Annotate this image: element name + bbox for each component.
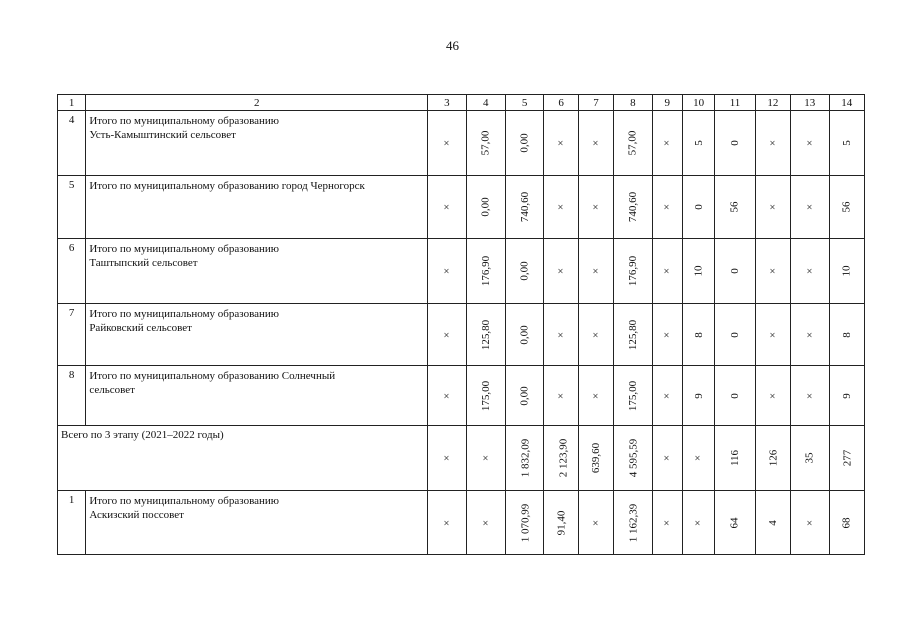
- table-cell: [755, 366, 790, 426]
- cell-value: 277: [840, 449, 853, 467]
- cell-value: 68: [840, 517, 853, 528]
- table-cell: [578, 111, 613, 176]
- table-cell: [505, 366, 543, 426]
- table-cell: [829, 491, 864, 555]
- table-cell: [829, 366, 864, 426]
- cell-value: 1 832,09: [519, 438, 532, 478]
- cell-value: 125,80: [626, 319, 639, 350]
- cross-mark: ×: [440, 331, 453, 338]
- cell-value: 2 123,90: [557, 438, 570, 478]
- table-cell: [578, 366, 613, 426]
- table-cell: [652, 491, 682, 555]
- table-row: [58, 304, 865, 366]
- cell-value: 125,80: [479, 319, 492, 350]
- cell-value: 0,00: [518, 324, 531, 345]
- cell-value: 126: [766, 449, 779, 467]
- table-cell: [614, 426, 652, 491]
- cell-value: 10: [692, 265, 705, 277]
- column-number: 11: [715, 95, 755, 111]
- column-number: 1: [58, 95, 86, 111]
- table-cell: [614, 366, 652, 426]
- table-cell: [428, 491, 466, 555]
- cross-mark: ×: [766, 392, 779, 399]
- row-number: 7: [58, 304, 86, 366]
- cell-value: 56: [728, 201, 741, 213]
- cross-mark: ×: [803, 519, 816, 526]
- cell-value: 0: [728, 268, 741, 274]
- cell-value: 0,00: [518, 133, 531, 153]
- table-cell: [829, 176, 864, 239]
- cross-mark: ×: [803, 203, 816, 211]
- table-cell: [715, 426, 755, 491]
- cell-value: 4 595,59: [627, 438, 640, 478]
- row-number: 6: [58, 239, 86, 304]
- table-cell: [544, 239, 578, 304]
- cell-value: 0: [728, 140, 741, 146]
- row-number: 8: [58, 366, 86, 426]
- table-cell: [791, 491, 829, 555]
- table-cell: [578, 304, 613, 366]
- cell-value: 64: [728, 517, 741, 528]
- table-cell: [791, 304, 829, 366]
- column-number: 9: [652, 95, 682, 111]
- table-row: [58, 111, 865, 176]
- header-row: [58, 95, 865, 111]
- table-cell: [682, 304, 714, 366]
- row-name: Итого по муниципальному образованию Усть-Камыштинский сельсовет: [86, 111, 428, 176]
- table-cell: [791, 426, 829, 491]
- cell-value: 9: [840, 392, 853, 399]
- table-cell: [682, 366, 714, 426]
- table-cell: [682, 111, 714, 176]
- table-cell: [428, 239, 466, 304]
- row-number: 5: [58, 176, 86, 239]
- column-number: 6: [544, 95, 578, 111]
- table-cell: [715, 304, 755, 366]
- cross-mark: ×: [555, 139, 568, 147]
- table-cell: [791, 176, 829, 239]
- table-cell: [652, 304, 682, 366]
- table-cell: [428, 304, 466, 366]
- table-cell: [791, 111, 829, 176]
- table-cell: [505, 304, 543, 366]
- cell-value: 8: [840, 331, 853, 338]
- column-number: 7: [578, 95, 613, 111]
- table-cell: [715, 111, 755, 176]
- table-cell: [578, 426, 613, 491]
- cross-mark: ×: [661, 454, 674, 462]
- cross-mark: ×: [440, 392, 453, 399]
- table-cell: [466, 176, 505, 239]
- table-cell: [829, 426, 864, 491]
- cell-value: 91,40: [555, 510, 568, 535]
- table-cell: [614, 111, 652, 176]
- cross-mark: ×: [661, 519, 674, 526]
- row-name: Итого по муниципальному образованию Аскизский поссовет: [86, 491, 428, 555]
- table-cell: [544, 304, 578, 366]
- cell-value: 5: [840, 140, 853, 146]
- table-cell: [505, 111, 543, 176]
- table-cell: [755, 491, 790, 555]
- row-number: 1: [58, 491, 86, 555]
- cross-mark: ×: [555, 203, 568, 211]
- cross-mark: ×: [479, 454, 492, 462]
- cross-mark: ×: [440, 454, 453, 462]
- cross-mark: ×: [661, 139, 674, 147]
- column-number: 5: [505, 95, 543, 111]
- total-label: Всего по 3 этапу (2021–2022 годы): [58, 426, 428, 491]
- cell-value: 57,00: [626, 130, 639, 156]
- table-cell: [505, 491, 543, 555]
- table-cell: [755, 239, 790, 304]
- table-cell: [428, 366, 466, 426]
- table-cell: [614, 304, 652, 366]
- cross-mark: ×: [661, 267, 674, 275]
- table-cell: [682, 239, 714, 304]
- column-number: 3: [428, 95, 466, 111]
- table-cell: [652, 366, 682, 426]
- cell-value: 1 070,99: [519, 503, 532, 542]
- cross-mark: ×: [440, 139, 453, 147]
- cross-mark: ×: [555, 331, 568, 338]
- cross-mark: ×: [661, 203, 674, 211]
- table-cell: [505, 426, 543, 491]
- table-cell: [466, 304, 505, 366]
- table-cell: [578, 239, 613, 304]
- table-cell: [715, 239, 755, 304]
- table-cell: [652, 111, 682, 176]
- cell-value: 175,00: [479, 380, 492, 411]
- row-name: Итого по муниципальному образованию город Черногорск: [86, 176, 428, 239]
- row-number: 4: [58, 111, 86, 176]
- table-cell: [791, 366, 829, 426]
- table-cell: [544, 366, 578, 426]
- table-cell: [829, 304, 864, 366]
- cross-mark: ×: [766, 331, 779, 338]
- table-row: [58, 491, 865, 555]
- row-name: Итого по муниципальному образованию Солнечный сельсовет: [86, 366, 428, 426]
- table-cell: [466, 366, 505, 426]
- column-number: 2: [86, 95, 428, 111]
- table-cell: [682, 491, 714, 555]
- table-cell: [682, 176, 714, 239]
- cross-mark: ×: [440, 267, 453, 275]
- table-cell: [755, 111, 790, 176]
- table-row: [58, 176, 865, 239]
- cell-value: 56: [840, 201, 853, 213]
- table-cell: [755, 304, 790, 366]
- table-cell: [755, 426, 790, 491]
- column-number: 8: [614, 95, 652, 111]
- cross-mark: ×: [589, 519, 602, 526]
- cross-mark: ×: [440, 519, 453, 526]
- column-number: 12: [755, 95, 790, 111]
- row-name: Итого по муниципальному образованию Райковский сельсовет: [86, 304, 428, 366]
- table-cell: [652, 426, 682, 491]
- cell-value: 8: [692, 331, 705, 338]
- column-number: 13: [791, 95, 829, 111]
- cross-mark: ×: [555, 392, 568, 399]
- table-cell: [829, 239, 864, 304]
- table-cell: [614, 176, 652, 239]
- row-name: Итого по муниципальному образованию Таштыпский сельсовет: [86, 239, 428, 304]
- cross-mark: ×: [589, 392, 602, 399]
- table-body: [58, 95, 865, 555]
- cross-mark: ×: [766, 139, 779, 147]
- table-cell: [614, 239, 652, 304]
- table-cell: [715, 366, 755, 426]
- cell-value: 35: [803, 452, 816, 464]
- table-row: [58, 366, 865, 426]
- table-cell: [791, 239, 829, 304]
- cross-mark: ×: [589, 139, 602, 147]
- column-number: 10: [682, 95, 714, 111]
- table-cell: [544, 176, 578, 239]
- cross-mark: ×: [555, 267, 568, 275]
- cross-mark: ×: [803, 139, 816, 147]
- table-cell: [544, 426, 578, 491]
- cross-mark: ×: [803, 392, 816, 399]
- table-cell: [505, 239, 543, 304]
- cell-value: 9: [692, 392, 705, 399]
- table-cell: [755, 176, 790, 239]
- table-cell: [715, 491, 755, 555]
- cell-value: 0,00: [518, 261, 531, 281]
- cross-mark: ×: [661, 392, 674, 399]
- table-cell: [428, 111, 466, 176]
- cell-value: 176,90: [479, 255, 492, 287]
- page-number: 46: [446, 38, 459, 53]
- cross-mark: ×: [589, 267, 602, 275]
- cross-mark: ×: [589, 331, 602, 338]
- cell-value: 0: [728, 392, 741, 399]
- cross-mark: ×: [803, 331, 816, 338]
- cell-value: 0: [728, 331, 741, 338]
- cross-mark: ×: [661, 331, 674, 338]
- cross-mark: ×: [589, 203, 602, 211]
- cell-value: 740,60: [518, 191, 531, 223]
- table-cell: [652, 239, 682, 304]
- cell-value: 0,00: [479, 197, 492, 217]
- cross-mark: ×: [766, 203, 779, 211]
- total-row: [58, 426, 865, 491]
- table-cell: [578, 491, 613, 555]
- table-cell: [466, 111, 505, 176]
- cell-value: 116: [728, 449, 741, 467]
- cell-value: 4: [766, 519, 779, 526]
- cell-value: 0,00: [518, 385, 531, 406]
- cell-value: 1 162,39: [627, 503, 640, 542]
- table-cell: [715, 176, 755, 239]
- cross-mark: ×: [692, 519, 705, 526]
- table-cell: [578, 176, 613, 239]
- cell-value: 5: [692, 140, 705, 146]
- table-cell: [466, 491, 505, 555]
- table-cell: [682, 426, 714, 491]
- cross-mark: ×: [766, 267, 779, 275]
- data-table: [57, 94, 865, 555]
- cell-value: 175,00: [626, 380, 639, 411]
- table-cell: [428, 426, 466, 491]
- cell-value: 57,00: [479, 130, 492, 156]
- table-row: [58, 239, 865, 304]
- table-cell: [544, 111, 578, 176]
- cell-value: 10: [840, 265, 853, 277]
- cell-value: 639,60: [589, 442, 602, 474]
- table-cell: [505, 176, 543, 239]
- table-cell: [652, 176, 682, 239]
- table-cell: [466, 239, 505, 304]
- table-cell: [614, 491, 652, 555]
- cross-mark: ×: [440, 203, 453, 211]
- table-cell: [544, 491, 578, 555]
- column-number: 14: [829, 95, 864, 111]
- cell-value: 740,60: [626, 191, 639, 223]
- cell-value: 176,90: [626, 255, 639, 287]
- table-cell: [466, 426, 505, 491]
- column-number: 4: [466, 95, 505, 111]
- cross-mark: ×: [479, 519, 492, 526]
- cell-value: 0: [692, 204, 705, 210]
- cross-mark: ×: [692, 454, 705, 462]
- table-cell: [829, 111, 864, 176]
- cross-mark: ×: [803, 267, 816, 275]
- table-cell: [428, 176, 466, 239]
